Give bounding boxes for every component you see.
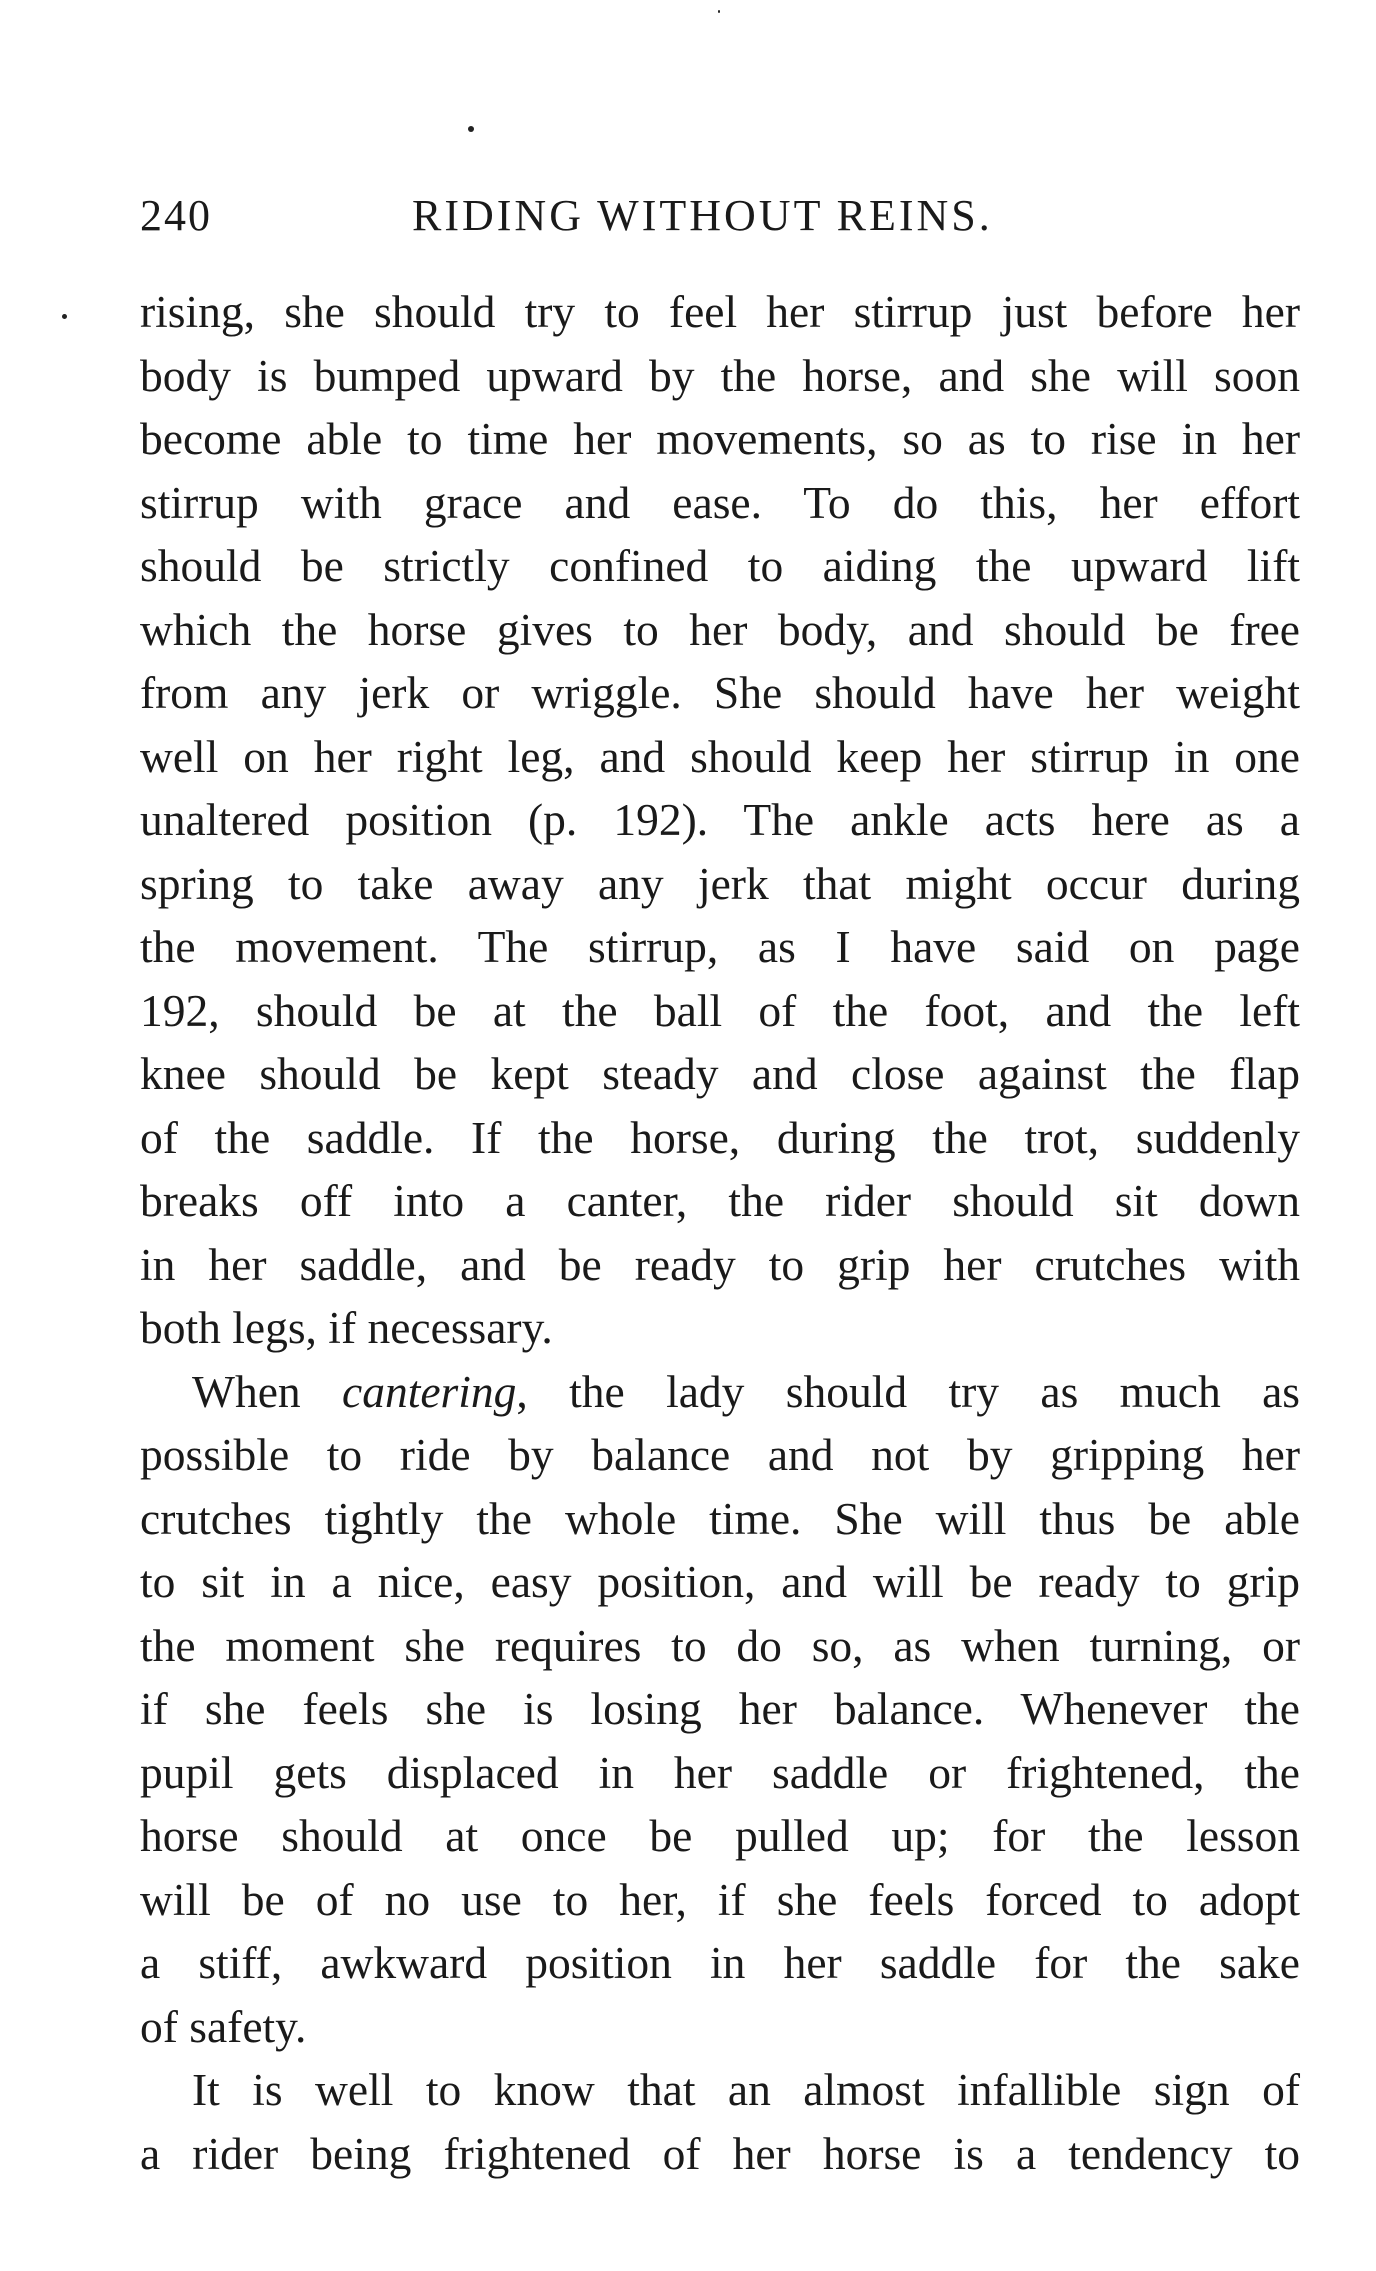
text-line: should be strictly confined to aiding the upward lift <box>140 540 1300 591</box>
text-line: spring to take away any jerk that might occur during <box>140 857 1300 909</box>
text-line: of safety. <box>140 2000 307 2052</box>
page-header <box>140 190 1300 260</box>
text-line <box>140 1360 1300 1424</box>
paragraph-1 <box>140 280 1300 1360</box>
text-line: which the horse gives to her body, and should be free <box>140 603 1300 655</box>
text-line: possible to ride by balance and not by gripping her <box>140 1429 1300 1480</box>
text-line: become able to time her movements, so as to rise in her <box>140 413 1300 464</box>
text-line: crutches tightly the whole time. She will thus be able <box>140 1492 1300 1544</box>
text-line: knee should be kept steady and close against the flap <box>140 1048 1300 1099</box>
text-line: from any jerk or wriggle. She should have her weight <box>140 667 1300 718</box>
text-line: 192, should be at the ball of the foot, and the left <box>140 984 1300 1036</box>
text-line: both legs, if necessary. <box>140 1302 553 1353</box>
text-line: body is bumped upward by the horse, and she will soon <box>140 349 1300 401</box>
text-line: stirrup with grace and ease. To do this, her effort <box>140 476 1300 528</box>
paragraph-3 <box>140 2058 1300 2185</box>
text-run: , the lady should try as much as <box>516 1365 1300 1417</box>
ink-speck <box>468 126 474 132</box>
text-line: a rider being frightened of her horse is a tendency to <box>140 2127 1300 2179</box>
running-head: RIDING WITHOUT REINS. <box>412 191 993 240</box>
text-line: in her saddle, and be ready to grip her crutches with <box>140 1238 1300 1290</box>
text-line: of the saddle. If the horse, during the trot, suddenly <box>140 1111 1300 1163</box>
text-run: When <box>192 1365 342 1417</box>
ink-speck <box>62 314 67 319</box>
text-line: It is well to know that an almost infallible sign of <box>192 2064 1300 2115</box>
text-line: unaltered position (p. 192). The ankle acts here as a <box>140 794 1300 845</box>
paragraph-2 <box>140 1360 1300 2059</box>
text-line: the moment she requires to do so, as when turning, or <box>140 1619 1300 1671</box>
text-line: will be of no use to her, if she feels forced to adopt <box>140 1873 1300 1925</box>
body-text <box>140 280 1300 2185</box>
text-line: if she feels she is losing her balance. Whenever the <box>140 1683 1300 1734</box>
page-number: 240 <box>140 191 212 240</box>
text-line: to sit in a nice, easy position, and will be ready to grip <box>140 1556 1300 1607</box>
text-line: rising, she should try to feel her stirrup just before her <box>140 286 1300 337</box>
ink-speck <box>718 10 720 13</box>
text-line: a stiff, awkward position in her saddle for the sake <box>140 1937 1300 1988</box>
text-line: horse should at once be pulled up; for the lesson <box>140 1810 1300 1861</box>
italic-term: cantering <box>342 1365 517 1417</box>
text-line: the movement. The stirrup, as I have said on page <box>140 921 1300 972</box>
text-line: pupil gets displaced in her saddle or frightened, the <box>140 1746 1300 1798</box>
text-line: well on her right leg, and should keep her stirrup in one <box>140 730 1300 782</box>
text-line: breaks off into a canter, the rider should sit down <box>140 1175 1300 1226</box>
